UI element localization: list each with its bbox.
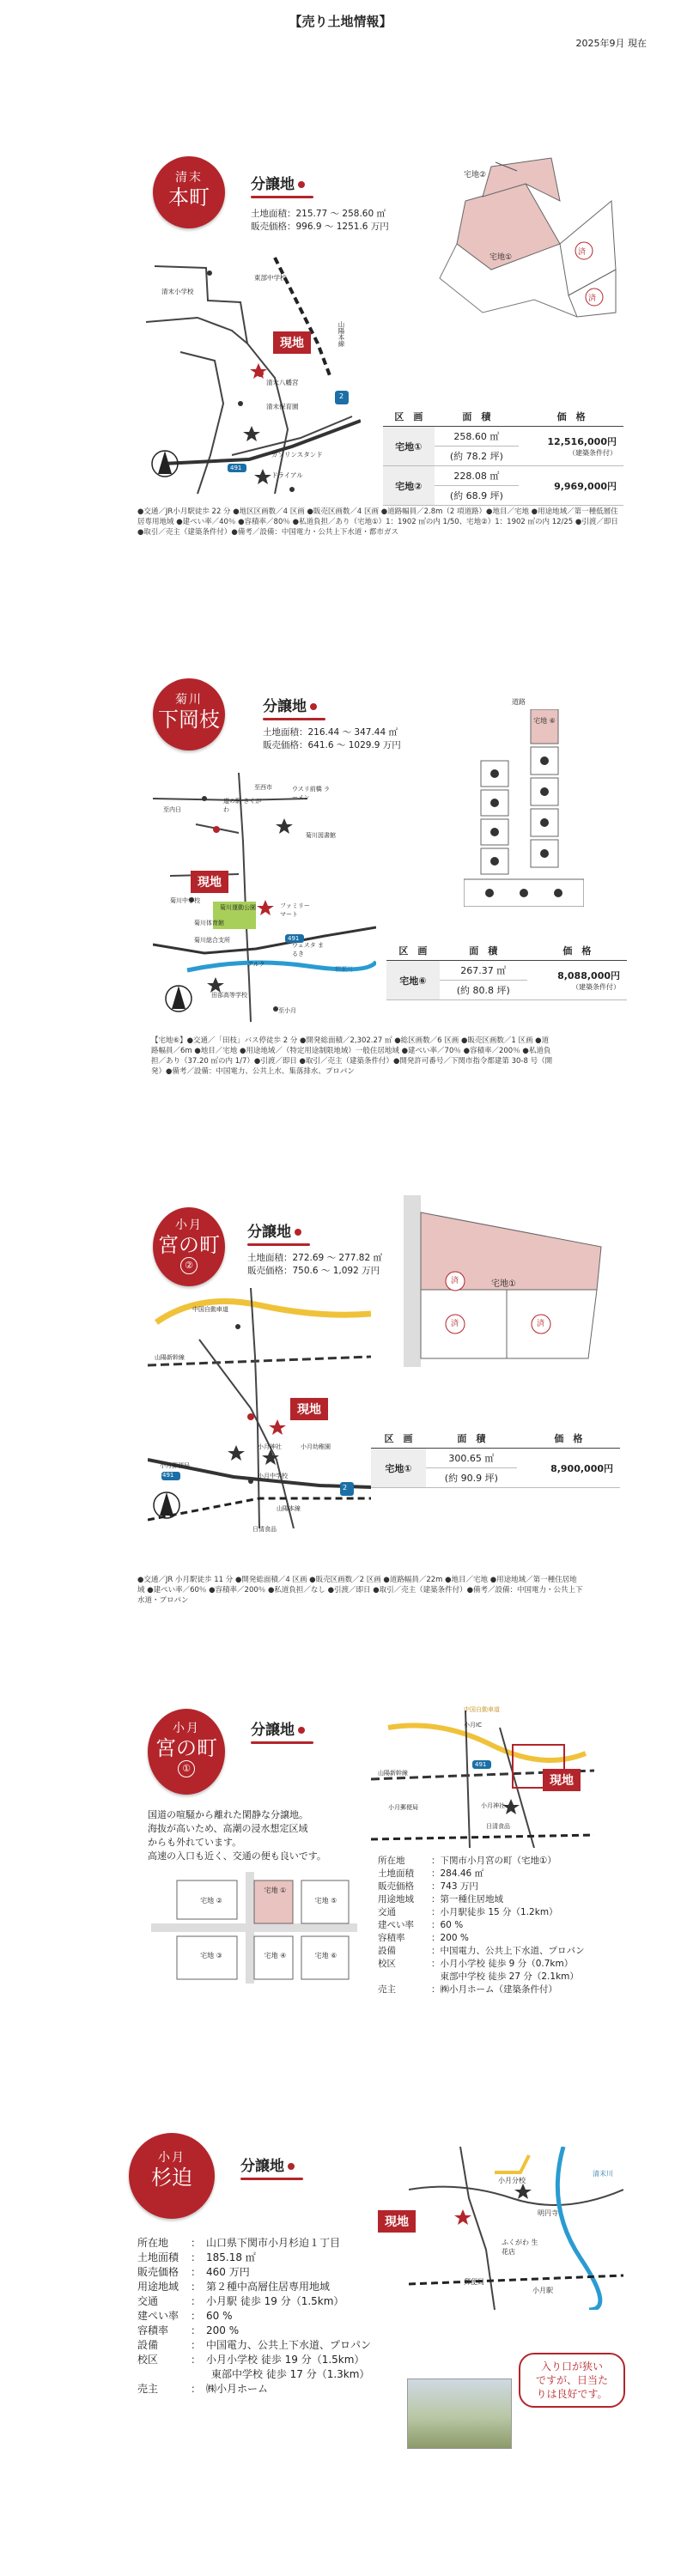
area-cell: 267.37 ㎡ <box>440 961 527 981</box>
badge-town-name: 下岡枝 <box>158 708 220 732</box>
table-header-row <box>383 407 623 427</box>
map-label: 清末川 <box>593 2170 613 2178</box>
detail-row: 建ぺい率 ：60 % <box>378 1920 464 1930</box>
lot-cell: 宅地⑥ <box>386 961 440 1000</box>
sold-mark: 済 <box>537 1320 545 1328</box>
subdivision-label <box>251 172 305 193</box>
genchi-marker: 現地 <box>273 331 311 354</box>
map-label: 菊川総合支所 <box>194 937 230 944</box>
subdivision-label <box>240 2154 295 2175</box>
detail-row: 東部中学校 徒歩 27 分（2.1km） <box>431 1971 579 1982</box>
table-header-row <box>386 941 627 961</box>
route-491: 491 <box>230 465 242 471</box>
detail-row: 校区 ： 小月小学校 徒歩 19 分（1.5km） <box>137 2354 365 2366</box>
map-label-shrine: 清末八幡宮 <box>266 379 299 386</box>
detail-row: 交通 ：小月駅徒歩 15 分（1.2km） <box>378 1907 558 1917</box>
lot-label-2: 宅地② <box>464 171 487 179</box>
description-line: からも外れています。 <box>148 1837 242 1848</box>
sold-mark: 済 <box>588 295 597 303</box>
property-details <box>378 1855 585 1996</box>
map-label: 日清食品 <box>252 1526 277 1533</box>
map-label: 菊川中学校 <box>170 897 200 904</box>
detail-row: 容積率 ：200 % <box>378 1933 469 1943</box>
price-table <box>383 407 623 506</box>
table-row <box>383 427 623 447</box>
badge-area-name: 小月 <box>175 1218 203 1232</box>
price-cell <box>519 466 623 506</box>
column-header: 区 画 <box>383 407 435 427</box>
map-label-school: 清末小学校 <box>161 288 194 295</box>
map-label: 至西市 <box>254 784 272 791</box>
callout-line: 入り口が狭い <box>540 2360 603 2372</box>
detail-row: 設備 ：中国電力、公共上下水道、プロパン <box>378 1946 585 1956</box>
lot-map <box>464 709 584 907</box>
subdivision-label-text: 分譲地 <box>247 1224 291 1241</box>
price-range: 販売価格：750.6 ～ 1,092 万円 <box>247 1266 380 1276</box>
area-badge <box>148 1709 225 1795</box>
subdivision-label-text: 分譲地 <box>251 1722 295 1739</box>
detail-row: 建ぺい率 ： 60 % <box>137 2310 233 2322</box>
map-label: 山陽新幹線 <box>378 1770 408 1777</box>
area-map <box>148 1288 371 1528</box>
detail-row: 売主 ：㈱小月ホーム（建築条件付） <box>378 1984 557 1995</box>
map-label: ウェスタ まるき <box>292 942 324 957</box>
column-header: 価 格 <box>519 407 623 427</box>
sold-mark: 済 <box>451 1320 459 1328</box>
summary-specs <box>247 1252 382 1278</box>
badge-area-name: 小月 <box>158 2151 185 2165</box>
subdivision-label-text: 分譲地 <box>251 176 295 193</box>
detail-row: 用途地域 ： 第２種中高層住居専用地域 <box>137 2281 331 2293</box>
subdivision-label <box>251 1717 305 1739</box>
footnote: ●交通／JR小月駅徒歩 22 分 ●地区区画数／4 区画 ●販売区画数／4 区画 ●道路幅員／2.8m（2 項道路）●地目／宅地 ●用途地域／第一種低層住居専用地域 ●建ぺい率／40％ ●容積率／80％ ●私道負担／あり（宅地①）1：1902 ㎡の内 1/50、宅地②）1：1902 ㎡の内 12/25 ●引渡／即日 ●取引／売主（建築条件付）●備考／設備：中国電力・公共上下水道・都市ガス <box>137 507 618 537</box>
property-details <box>137 2236 371 2397</box>
column-header: 面 積 <box>440 941 527 961</box>
detail-row: 販売価格 ： 460 万円 <box>137 2266 250 2278</box>
price-range: 販売価格：641.6 ～ 1029.9 万円 <box>263 740 401 750</box>
lot-label: 宅地 ④ <box>264 1952 287 1959</box>
map-label: 道の駅 きくがわ <box>223 798 262 813</box>
map-label: アルク <box>247 961 265 968</box>
detail-row: 設備 ： 中国電力、公共上下水道、プロパン <box>137 2339 372 2351</box>
sold-mark: 済 <box>578 248 587 257</box>
area-cell: 228.08 ㎡ <box>435 466 519 486</box>
map-label: 中国自動車道 <box>192 1306 228 1313</box>
column-header: 面 積 <box>435 407 519 427</box>
map-label: 日清食品 <box>486 1823 510 1830</box>
tsubo-cell: (約 78.2 坪) <box>435 447 519 466</box>
map-label: 山陽新幹線 <box>155 1354 185 1361</box>
price-value: 8,088,000円 <box>557 970 620 981</box>
table-header-row <box>371 1429 620 1449</box>
badge-town-name: 本町 <box>168 185 210 210</box>
lot-label: 宅地 ② <box>200 1897 222 1905</box>
footnote: 【宅地⑥】●交通／「田枝」バス停徒歩 2 分 ●開発総面積／2,302.27 ㎡ ●総区画数／6 区画 ●販売区画数／1 区画 ●道路幅員／6m ●地目／宅地 ●用途地域／（特定用途制限地域）一般住居地域 ●建ぺい率／70％ ●容積率／200％ ●私道負担／あり（37.20 ㎡の内 1/7）●引渡／即日 ●取引／売主（建築条件付）●開発許可番号／下関市指令都建第 30-8 号（開発）●備考／設備：中国電力、公共上水、集落排水、プロパン <box>151 1036 553 1076</box>
map-label: 小月郵便局 <box>388 1804 418 1811</box>
price-value: 12,516,000円 <box>547 436 617 447</box>
map-label-gas: ガソリンスタンド <box>271 451 323 459</box>
column-header: 面 積 <box>426 1429 517 1449</box>
site-photo <box>407 2379 512 2449</box>
area-badge <box>153 156 225 228</box>
map-label: ふくがわ 生花店 <box>502 2239 538 2256</box>
map-label: 中国自動車道 <box>464 1706 500 1713</box>
lot-label-1: 宅地① <box>489 253 513 262</box>
map-label: 小月神社 <box>258 1443 282 1450</box>
map-label: 小月郵便局 <box>160 1462 190 1469</box>
description-line: 海抜が高いため、高潮の浸水想定区域 <box>148 1823 308 1834</box>
callout-bubble <box>519 2353 625 2408</box>
map-label-railway: 山陽本線 <box>337 321 345 347</box>
badge-area-name: 清末 <box>175 171 203 185</box>
map-label: 小月分校 <box>498 2177 526 2184</box>
area-range: 土地面積：216.44 ～ 347.44 ㎡ <box>263 727 398 738</box>
detail-row: 用途地域 ：第一種住居地域 <box>378 1894 503 1905</box>
route-2: 2 <box>343 1484 348 1492</box>
lot-label: 宅地 ⑤ <box>314 1897 337 1905</box>
callout-line: りは良好です。 <box>536 2388 608 2400</box>
description-line: 高速の入口も近く、交通の便も良いです。 <box>148 1850 326 1862</box>
map-label-river: 柳瀬川 <box>335 966 353 973</box>
subdivision-label-text: 分譲地 <box>240 2158 284 2175</box>
route-491: 491 <box>475 1761 487 1768</box>
summary-specs <box>251 208 389 234</box>
detail-row: 東部中学校 徒歩 17 分（1.3km） <box>191 2368 370 2380</box>
badge-town-name: 杉迫 <box>151 2166 192 2190</box>
map-label: 小月IC <box>464 1722 482 1728</box>
table-row <box>386 961 627 981</box>
badge-area-name: 菊川 <box>175 693 203 707</box>
price-table <box>386 941 627 1000</box>
badge-town-name: 宮の町 <box>158 1233 220 1257</box>
map-label: 山陽本線 <box>277 1505 301 1512</box>
price-cell <box>517 1449 620 1488</box>
detail-row: 販売価格 ：743 万円 <box>378 1881 478 1892</box>
map-label-jhs: 東部中学校 <box>254 274 287 282</box>
table-row <box>383 466 623 486</box>
badge-number: ② <box>180 1257 198 1274</box>
map-label: 菊川体育館 <box>194 920 224 927</box>
lot-label: 宅地 ③ <box>200 1952 222 1959</box>
summary-specs <box>263 726 401 752</box>
lot-cell: 宅地① <box>383 427 435 466</box>
price-table <box>371 1429 620 1488</box>
description-line: 国道の喧騒から離れた閑静な分譲地。 <box>148 1809 308 1820</box>
price-note: （建築条件付） <box>572 983 620 991</box>
column-header: 価 格 <box>517 1429 620 1449</box>
detail-row: 土地面積 ：284.46 ㎡ <box>378 1868 484 1879</box>
route-491: 491 <box>162 1472 174 1479</box>
tsubo-cell: (約 68.9 坪) <box>435 486 519 506</box>
footnote: ●交通／JR 小月駅徒歩 11 分 ●開発総面積／4 区画 ●販売区画数／2 区画 ●道路幅員／22m ●地目／宅地 ●用途地域／第一種住居地域 ●建ぺい率／60％ ●容積率／200％ ●私道負担／なし ●引渡／即日 ●取引／売主（建築条件付）●備考／設備：中国電力・公共上下水道・プロパン <box>137 1576 583 1605</box>
price-cell <box>527 961 627 1000</box>
badge-area-name: 小月 <box>173 1722 200 1735</box>
tsubo-cell: (約 90.9 坪) <box>426 1468 517 1488</box>
tsubo-cell: (約 80.8 坪) <box>440 981 527 1000</box>
callout-line: ですが、日当た <box>535 2374 608 2386</box>
genchi-marker: 現地 <box>543 1769 581 1791</box>
lot-cell: 宅地② <box>383 466 435 506</box>
area-map <box>409 2147 623 2310</box>
map-label-park: 清末保育園 <box>266 403 299 410</box>
page-title: 【売り土地情報】 <box>289 14 392 29</box>
area-cell: 258.60 ㎡ <box>435 427 519 447</box>
map-label: ウスリ前橋 ラーメン <box>292 786 331 801</box>
description <box>148 1808 326 1863</box>
route-491: 491 <box>288 935 300 942</box>
area-range: 土地面積：215.77 ～ 258.60 ㎡ <box>251 209 386 219</box>
lot-map <box>151 1872 357 1984</box>
map-label: 小月神社 <box>481 1802 505 1809</box>
map-label: ファミリー マート <box>280 902 310 918</box>
date-label: 2025年9月 現在 <box>575 38 647 49</box>
map-label: 至内日 <box>163 806 181 813</box>
detail-row: 校区 ：小月小学校 徒歩 9 分（0.7km） <box>378 1959 574 1969</box>
sold-mark: 済 <box>451 1277 459 1285</box>
genchi-marker: 現地 <box>378 2210 416 2233</box>
map-label: 田部高等学校 <box>211 992 247 999</box>
detail-row: 所在地 ： 山口県下関市小月杉迫１丁目 <box>137 2237 341 2249</box>
lot-label: 宅地 ① <box>264 1886 287 1894</box>
detail-row: 所在地 ：下関市小月宮の町（宅地①） <box>378 1856 556 1866</box>
lot-label: 宅地 ⑥ <box>314 1952 337 1959</box>
price-cell <box>519 427 623 466</box>
area-badge <box>129 2133 215 2219</box>
detail-row: 土地面積 ： 185.18 ㎡ <box>137 2251 256 2263</box>
area-badge <box>153 678 225 750</box>
table-row <box>371 1449 620 1468</box>
column-header: 区 画 <box>371 1429 426 1449</box>
map-label: 小月中学校 <box>258 1473 288 1479</box>
lot-label-6: 宅地 ⑥ <box>533 717 556 725</box>
area-cell: 300.65 ㎡ <box>426 1449 517 1468</box>
genchi-marker: 現地 <box>290 1398 328 1420</box>
route-2: 2 <box>339 392 344 400</box>
subdivision-label <box>263 694 317 715</box>
map-label: 小月幼稚園 <box>301 1443 331 1450</box>
detail-row: 交通 ： 小月駅 徒歩 19 分（1.5km） <box>137 2295 344 2307</box>
detail-row: 容積率 ： 200 % <box>137 2324 240 2336</box>
lot-label-road: 道路 <box>512 698 526 706</box>
area-badge <box>153 1207 225 1286</box>
lot-label-1: 宅地① <box>491 1279 516 1289</box>
map-label-drugstore: ドライアル <box>271 471 303 479</box>
price-value: 9,969,000円 <box>554 480 617 492</box>
map-label: 小月駅 <box>532 2287 553 2294</box>
map-label: 菊川図書館 <box>306 832 336 839</box>
area-range: 土地面積：272.69 ～ 277.82 ㎡ <box>247 1253 382 1263</box>
genchi-marker: 現地 <box>191 871 228 893</box>
badge-number: ① <box>178 1760 195 1777</box>
map-label: 郵便局 <box>464 2278 484 2286</box>
subdivision-label <box>247 1219 301 1241</box>
price-note: （建築条件付） <box>569 449 617 457</box>
map-label: 至小月 <box>278 1007 296 1014</box>
badge-town-name: 宮の町 <box>155 1736 217 1760</box>
detail-row: 売主 ： ㈱小月ホーム <box>137 2383 269 2395</box>
map-label: 菊川運動公園 <box>220 904 256 911</box>
price-value: 8,900,000円 <box>550 1462 613 1474</box>
column-header: 価 格 <box>527 941 627 961</box>
price-range: 販売価格：996.9 ～ 1251.6 万円 <box>251 222 389 232</box>
map-label: 明円寺 <box>538 2209 558 2217</box>
lot-cell: 宅地① <box>371 1449 426 1488</box>
subdivision-label-text: 分譲地 <box>263 698 307 715</box>
column-header: 区 画 <box>386 941 440 961</box>
